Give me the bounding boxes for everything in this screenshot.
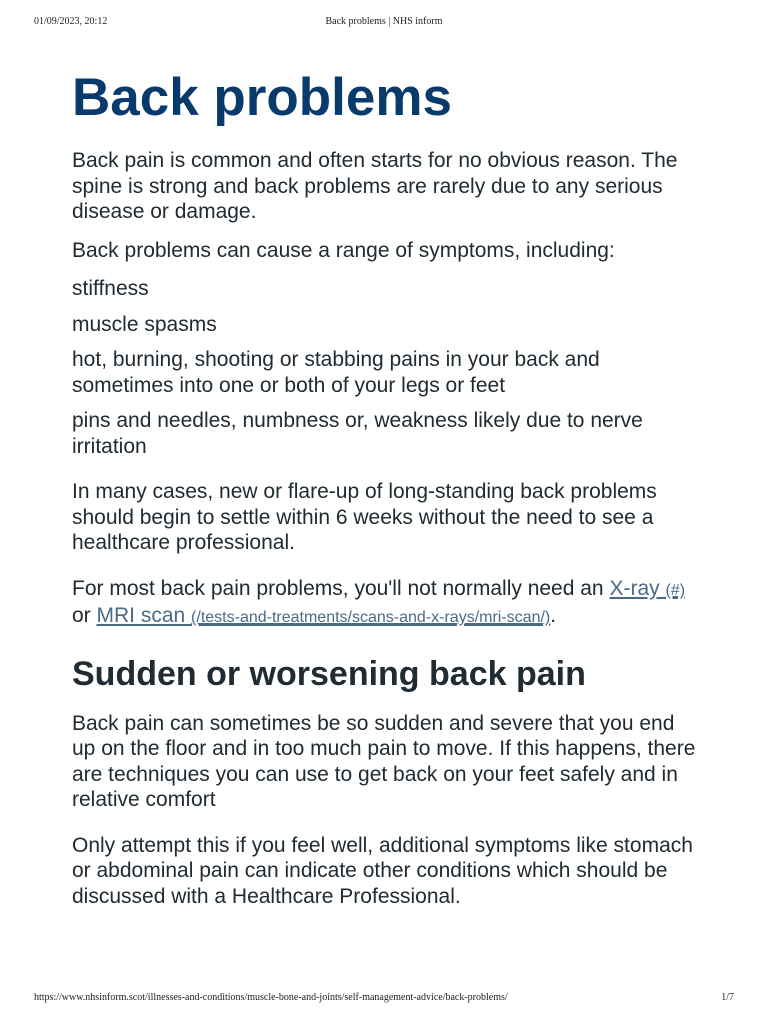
settle-paragraph: In many cases, new or flare-up of long-standing back problems should begin to settle within 6 weeks without the need to see a healthcare professional. (72, 480, 657, 554)
intro-paragraph: Back pain is common and often starts for no obvious reason. The spine is strong and back problems are rarely due to any serious disease or damage. (72, 149, 678, 223)
print-date: 01/09/2023, 20:12 (34, 16, 108, 27)
list-item: pins and needles, numbness or, weakness likely due to nerve irritation (72, 409, 643, 458)
section-heading: Sudden or worsening back pain (72, 654, 586, 693)
scan-text: For most back pain problems, you'll not normally need an (72, 576, 610, 600)
xray-link[interactable] (609, 577, 685, 600)
mri-scan-link[interactable] (97, 604, 551, 627)
print-footer (34, 992, 734, 1006)
page-title: Back problems (72, 68, 452, 127)
scan-text-end: . (550, 604, 557, 627)
print-url: https://www.nhsinform.scot/illnesses-and-conditions/muscle-bone-and-joints/self-management-advice/back-problems/ (34, 992, 508, 1003)
xray-link-label: X-ray (609, 576, 666, 600)
print-header (34, 16, 734, 30)
scan-text-between: or (72, 604, 97, 627)
list-item: muscle spasms (72, 312, 217, 336)
page-number: 1/7 (721, 992, 734, 1003)
mri-link-label: MRI scan (96, 604, 192, 627)
mri-link-href: (/tests-and-treatments/scans-and-x-rays/mri-scan/) (191, 609, 551, 626)
sudden-paragraph-2: Only attempt this if you feel well, additional symptoms like stomach or abdominal pain can indicate other conditions which should be discussed with a Healthcare Professional. (72, 833, 693, 908)
scan-paragraph (72, 576, 702, 631)
list-item: hot, burning, shooting or stabbing pains in your back and sometimes into one or both of your legs or feet (72, 348, 600, 397)
symptoms-intro: Back problems can cause a range of symptoms, including: (72, 238, 615, 262)
symptoms-list (72, 276, 702, 459)
sudden-paragraph-1: Back pain can sometimes be so sudden and severe that you end up on the floor and in too much pain to move. If this happens, there are techniques you can use to get back on your feet safely and in relative comfort (72, 711, 696, 811)
list-item: stiffness (72, 277, 149, 300)
article (72, 68, 702, 922)
xray-link-href: (#) (665, 581, 686, 599)
print-page-title: Back problems | NHS inform (325, 16, 443, 27)
